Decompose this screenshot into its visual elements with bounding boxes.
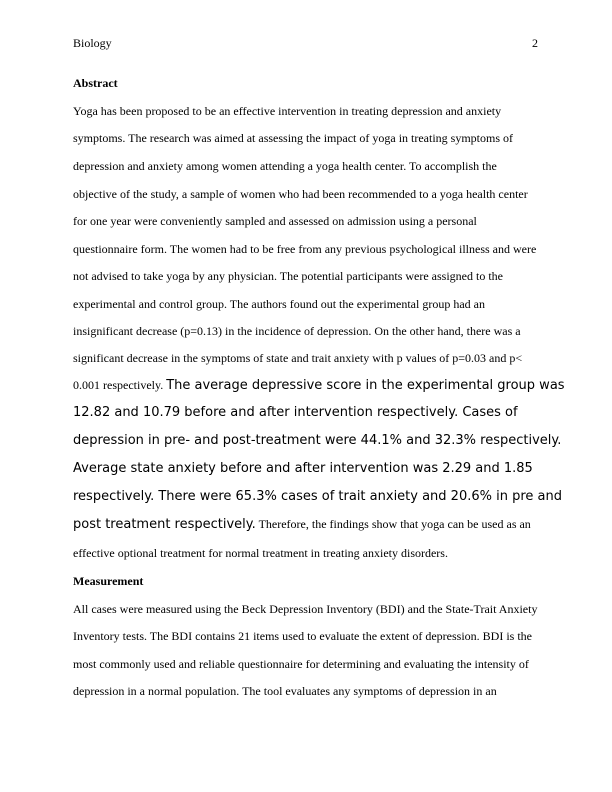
abstract-text-sans: post treatment respectively. — [73, 517, 256, 532]
running-head: Biology — [73, 36, 112, 50]
abstract-line: insignificant decrease (p=0.13) in the incidence of depression. On the other hand, there was a — [73, 324, 521, 338]
abstract-text-serif: Therefore, the findings show that yoga can be used as an — [255, 517, 531, 531]
abstract-text-sans: The average depressive score in the experimental group was — [166, 378, 565, 393]
abstract-line: objective of the study, a sample of women who had been recommended to a yoga health center — [73, 187, 528, 201]
measurement-heading: Measurement — [73, 574, 144, 588]
measurement-line: Inventory tests. The BDI contains 21 items used to evaluate the extent of depression. BDI is the — [73, 629, 533, 643]
abstract-line: not advised to take yoga by any physician. The potential participants were assigned to the — [73, 269, 503, 283]
abstract-line: Yoga has been proposed to be an effective intervention in treating depression and anxiety — [73, 104, 502, 118]
abstract-line-mixed — [73, 517, 531, 532]
abstract-heading: Abstract — [73, 76, 118, 90]
abstract-text-serif: 0.001 respectively. — [73, 378, 167, 392]
abstract-line-sans: 12.82 and 10.79 before and after intervention respectively. Cases of — [73, 405, 518, 420]
page-number: 2 — [532, 36, 538, 50]
abstract-line: significant decrease in the symptoms of state and trait anxiety with p values of p=0.03 and p< — [73, 351, 523, 365]
abstract-line: effective optional treatment for normal treatment in treating anxiety disorders. — [73, 546, 448, 560]
abstract-line: experimental and control group. The authors found out the experimental group had an — [73, 297, 485, 311]
abstract-line: depression and anxiety among women attending a yoga health center. To accomplish the — [73, 159, 497, 173]
abstract-line-sans: respectively. There were 65.3% cases of trait anxiety and 20.6% in pre and — [73, 489, 562, 504]
measurement-line: All cases were measured using the Beck Depression Inventory (BDI) and the State-Trait Anxiety — [73, 602, 538, 616]
measurement-line: most commonly used and reliable questionnaire for determining and evaluating the intensity of — [73, 657, 529, 671]
measurement-line: depression in a normal population. The tool evaluates any symptoms of depression in an — [73, 684, 497, 698]
abstract-line-sans: Average state anxiety before and after intervention was 2.29 and 1.85 — [73, 461, 533, 476]
abstract-line: symptoms. The research was aimed at assessing the impact of yoga in treating symptoms of — [73, 131, 514, 145]
abstract-line: for one year were conveniently sampled and assessed on admission using a personal — [73, 214, 477, 228]
abstract-line-sans: depression in pre- and post-treatment were 44.1% and 32.3% respectively. — [73, 433, 562, 448]
abstract-line-mixed — [73, 378, 565, 393]
abstract-line: questionnaire form. The women had to be free from any previous psychological illness and were — [73, 242, 537, 256]
